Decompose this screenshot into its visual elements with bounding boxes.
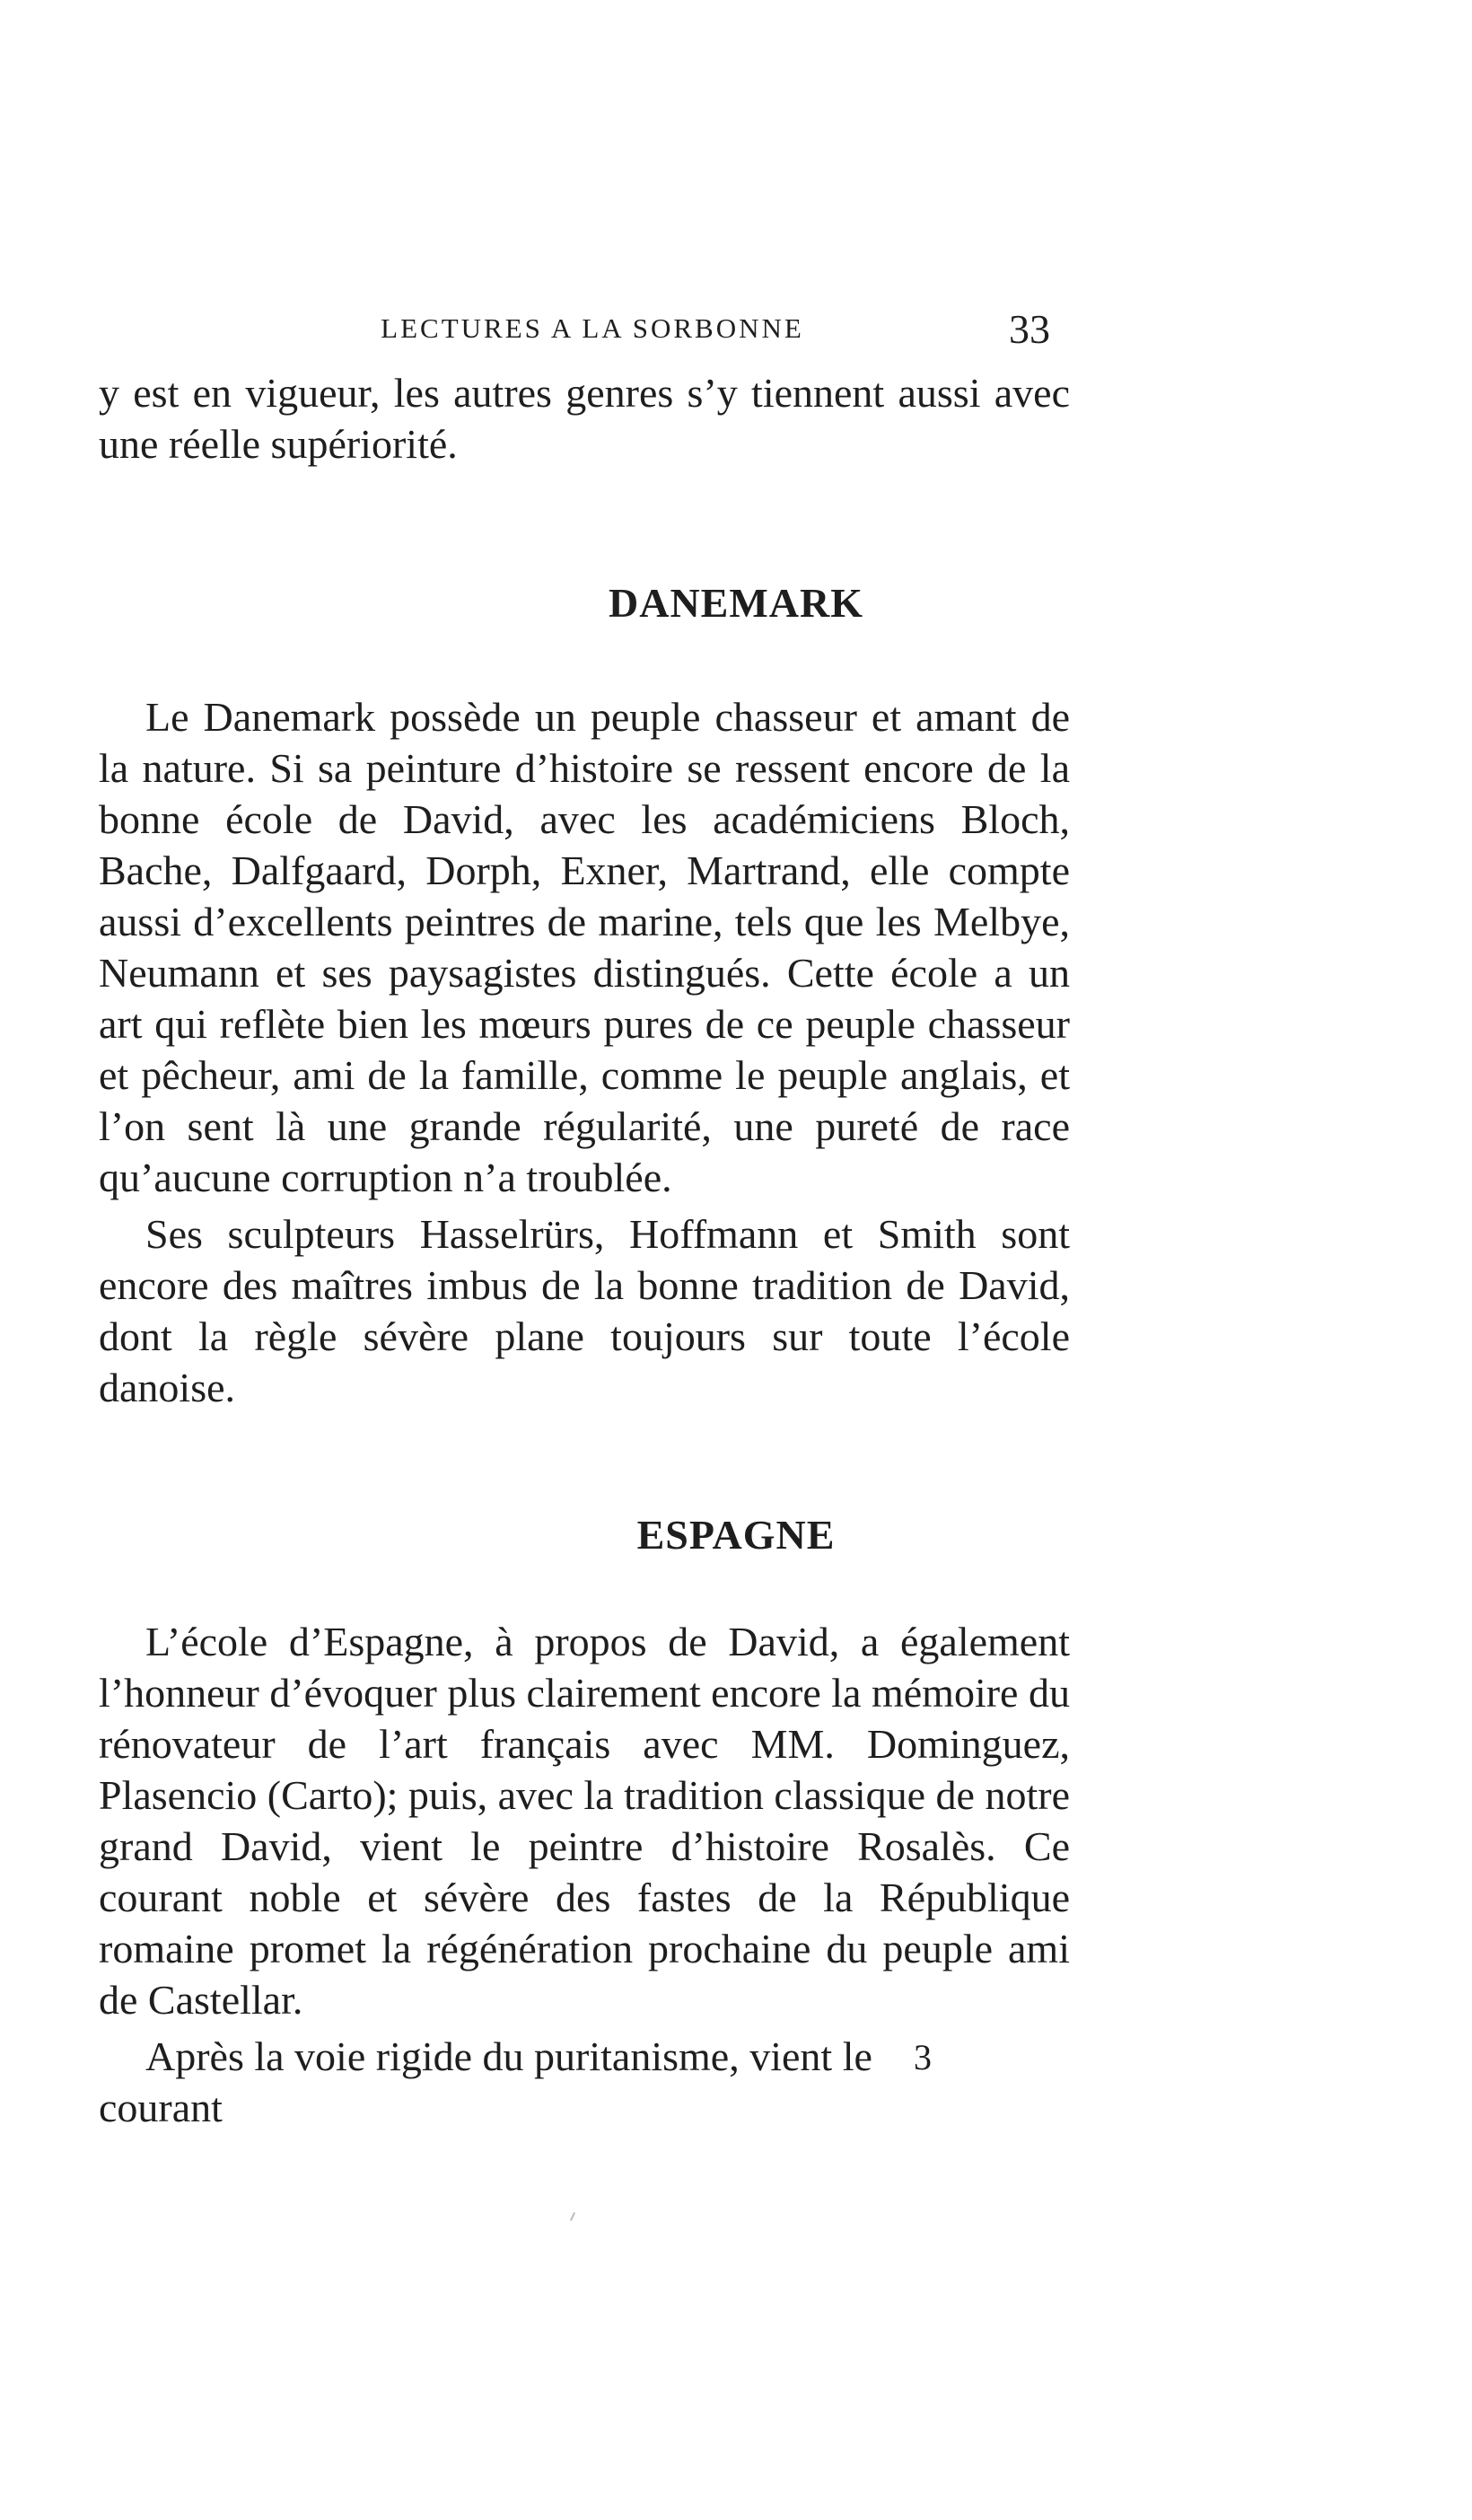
- paper-speck: [570, 2212, 575, 2221]
- paragraph-danemark-2: Ses sculpteurs Hasselrürs, Hoffmann et Smith sont encore des maîtres imbus de la bonne tradition de David, dont la règle sévère plane toujours sur toute l’école danoise.: [99, 1211, 1070, 1410]
- intro-paragraph: y est en vigueur, les autres genres s’y tiennent aussi avec une réelle supériorité.: [99, 370, 1070, 467]
- running-title: LECTURES A LA SORBONNE: [381, 312, 804, 344]
- section-heading-danemark: DANEMARK: [609, 580, 863, 626]
- signature-mark: 3: [914, 2037, 932, 2077]
- running-head: [0, 305, 1472, 352]
- section-heading-espagne: ESPAGNE: [636, 1512, 836, 1558]
- paragraph-espagne-1: L’école d’Espagne, à propos de David, a également l’honneur d’évoquer plus clairement encore la mémoire du rénovateur de l’art français avec MM. Dominguez, Plasencio (Carto); puis, avec la tradition classique de notre grand David, vient le peintre d’histoire Rosalès. Ce courant noble et sévère des fastes de la République romaine promet la régénération prochaine du peuple ami de Castellar.: [99, 1619, 1070, 2023]
- paragraph-danemark-1: Le Danemark possède un peuple chasseur et amant de la nature. Si sa peinture d’histoire se ressent encore de la bonne école de David, avec les académiciens Bloch, Bache, Dalfgaard, Dorph, Exner, Martrand, elle compte aussi d’excellents peintres de marine, tels que les Melbye, Neumann et ses paysagistes distingués. Cette école a un art qui reflète bien les mœurs pures de ce peuple chasseur et pêcheur, ami de la famille, comme le peuple anglais, et l’on sent là une grande régularité, une pureté de race qu’aucune corruption n’a troublée.: [99, 694, 1070, 1200]
- paragraph-espagne-2: Après la voie rigide du puritanisme, vient le courant: [99, 2033, 872, 2130]
- page-number: 33: [1009, 306, 1050, 352]
